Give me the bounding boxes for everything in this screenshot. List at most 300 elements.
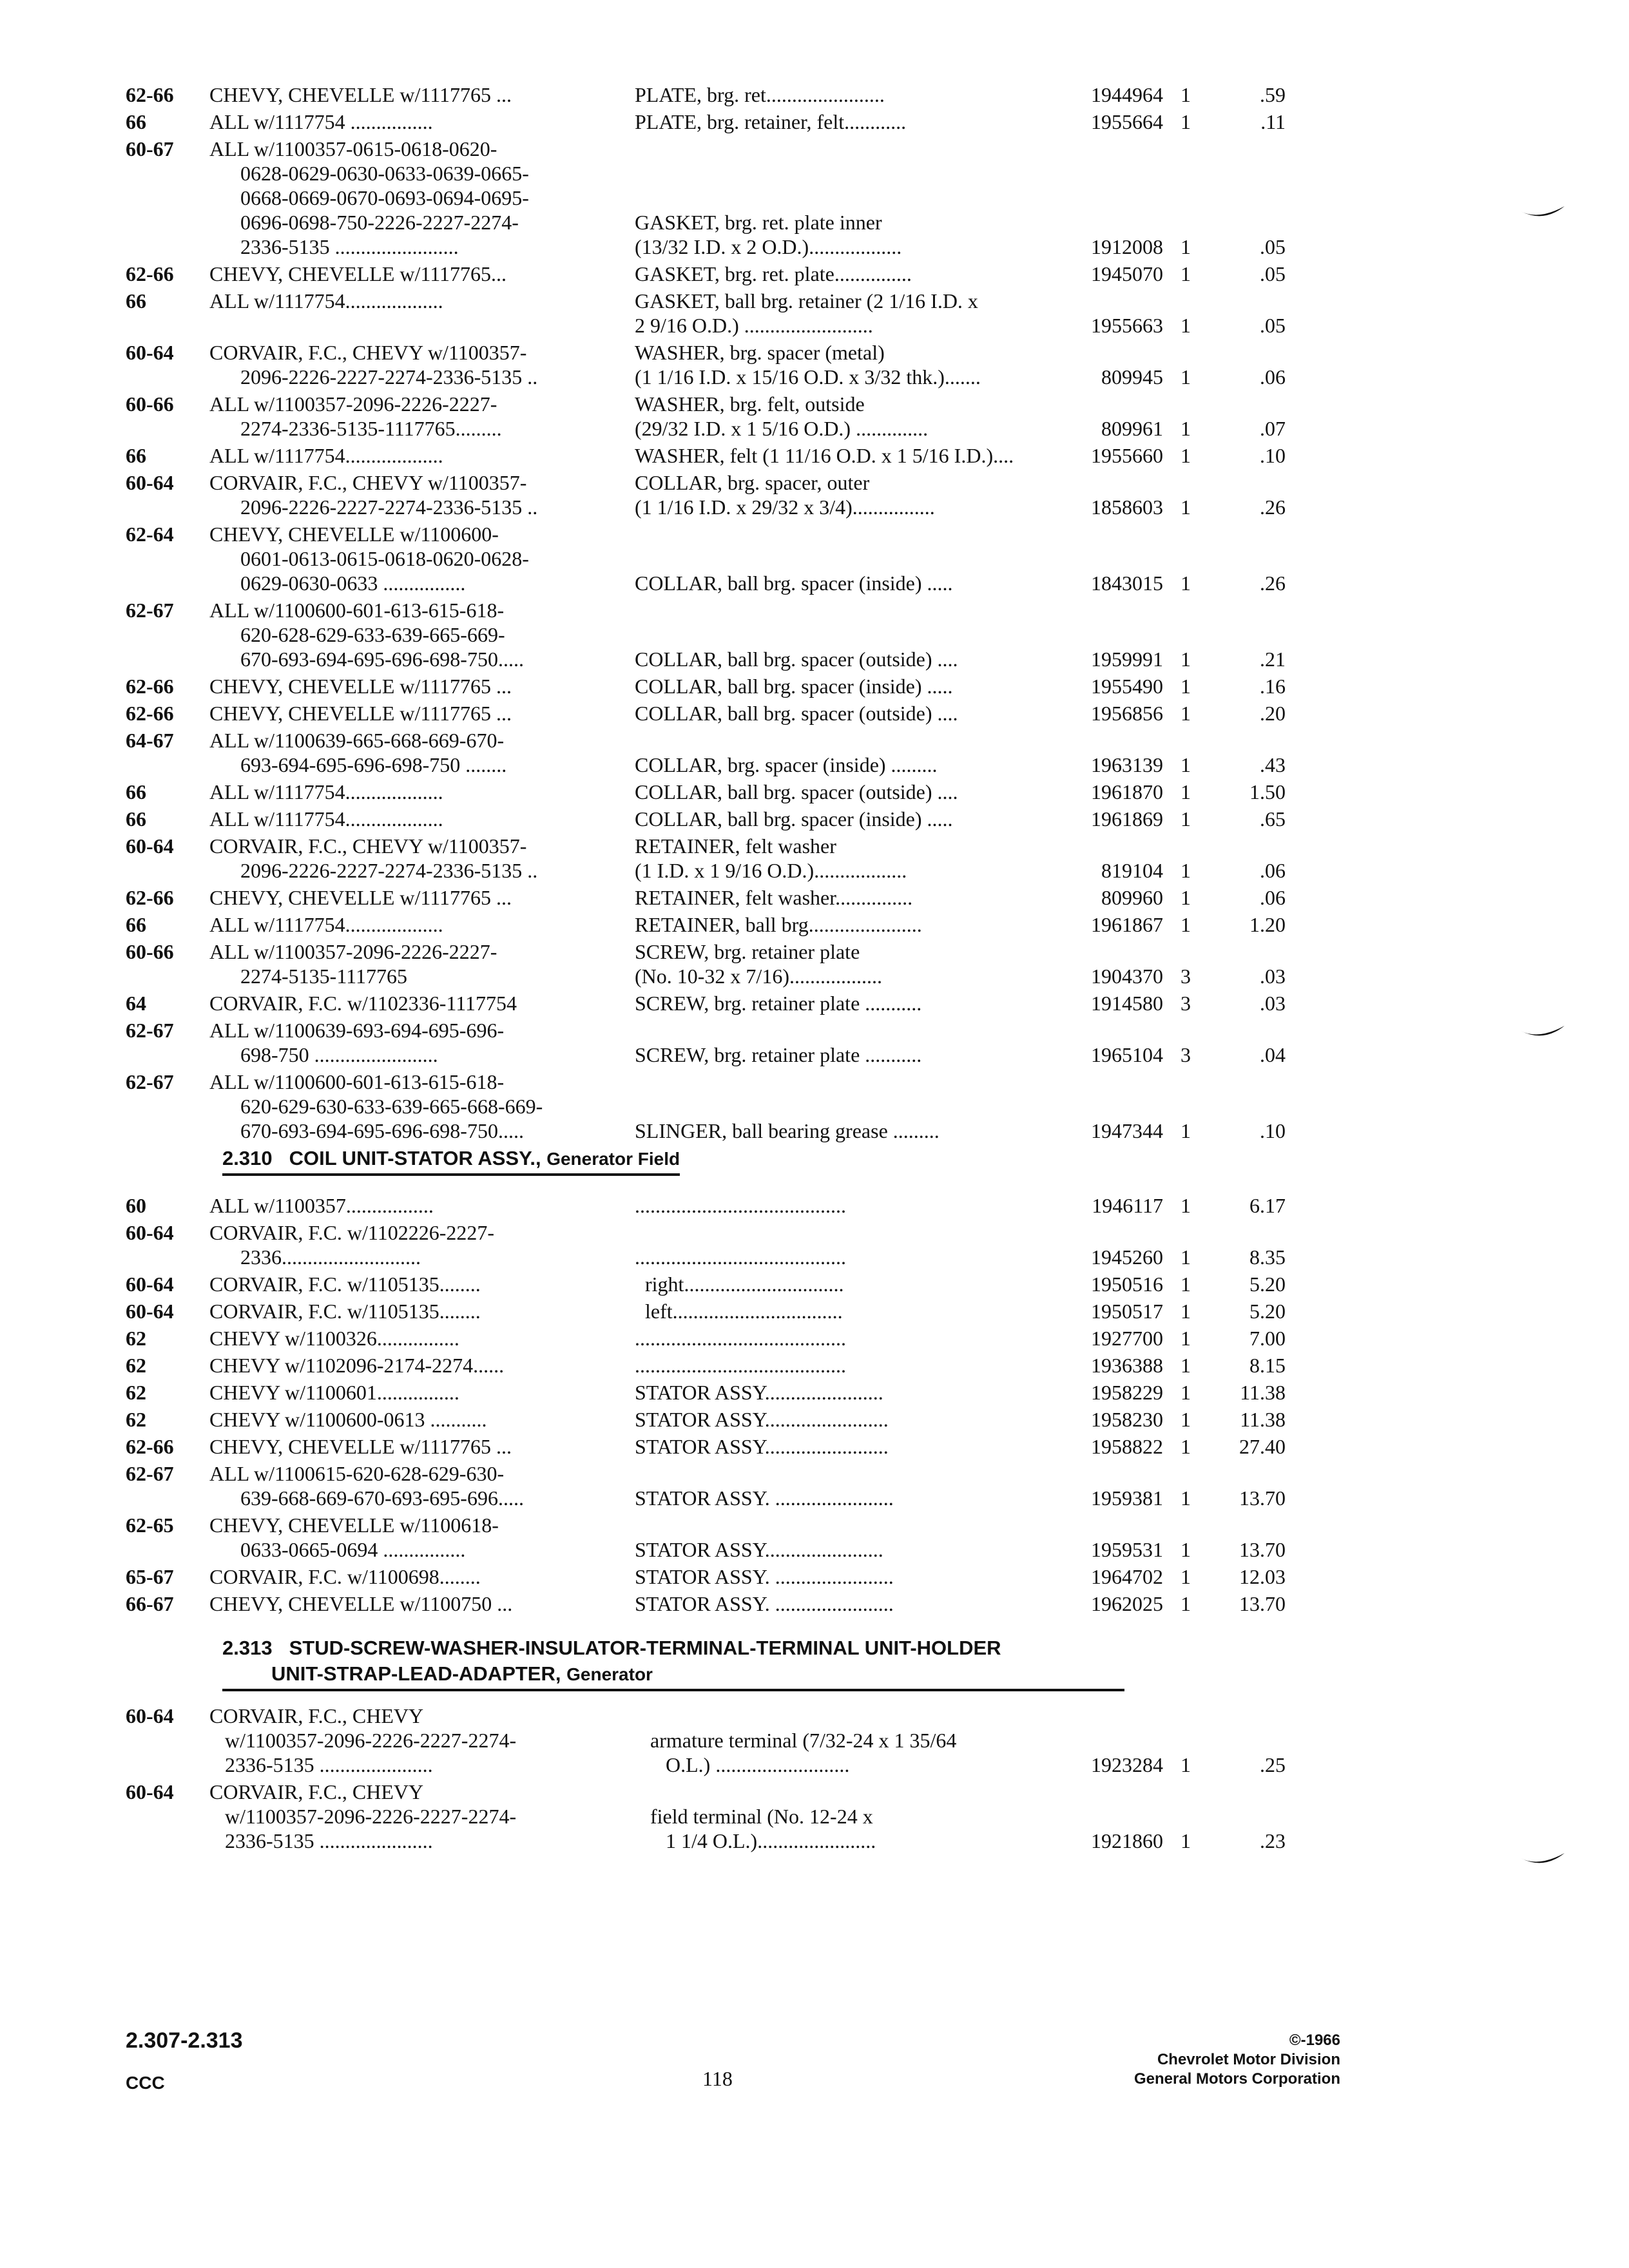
parts-table-2313 xyxy=(126,1704,1286,1856)
model-year: 62-66 xyxy=(126,83,174,106)
part-description: RETAINER, felt washer xyxy=(635,834,836,858)
list-price: 8.35 xyxy=(1249,1245,1286,1269)
model-year xyxy=(126,753,209,780)
application: CORVAIR, F.C. w/1105135........ xyxy=(209,1300,481,1323)
list-price: 11.38 xyxy=(1240,1381,1286,1404)
application: 0633-0665-0694 ................ xyxy=(209,1538,466,1561)
list-price xyxy=(1208,340,1286,365)
model-year: 60-66 xyxy=(126,940,174,963)
part-number: 1936388 xyxy=(1091,1354,1163,1377)
part-description: COLLAR, brg. spacer, outer xyxy=(635,471,870,494)
model-year: 66 xyxy=(126,913,146,936)
quantity: 1 xyxy=(1181,859,1191,882)
application: 2274-2336-5135-1117765......... xyxy=(209,417,502,440)
application: 0601-0613-0615-0618-0620-0628- xyxy=(209,547,529,570)
quantity: 1 xyxy=(1181,1381,1191,1404)
quantity: 1 xyxy=(1181,780,1191,803)
application: CHEVY, CHEVELLE w/1117765 ... xyxy=(209,675,512,698)
table-row xyxy=(126,443,1286,470)
part-number xyxy=(1060,1513,1163,1537)
application: ALL w/1117754................... xyxy=(209,780,443,803)
quantity xyxy=(1163,137,1208,161)
list-price: 27.40 xyxy=(1239,1435,1286,1458)
model-year: 60-64 xyxy=(126,1780,174,1803)
model-year: 62 xyxy=(126,1327,146,1350)
table-row xyxy=(126,546,1286,571)
part-description: 2 9/16 O.D.) ......................... xyxy=(635,314,873,337)
table-row xyxy=(126,1193,1286,1220)
list-price: .16 xyxy=(1260,675,1286,698)
part-number: 809945 xyxy=(1101,365,1163,389)
section-range: 2.307-2.313 xyxy=(126,2028,243,2053)
part-number: 1961870 xyxy=(1091,780,1163,803)
part-number: 1955663 xyxy=(1091,314,1163,337)
table-row xyxy=(126,82,1286,110)
table-row xyxy=(126,1753,1286,1780)
table-row xyxy=(126,728,1286,753)
model-year xyxy=(126,622,209,647)
page-number: 118 xyxy=(702,2067,733,2090)
part-description: (29/32 I.D. x 1 5/16 O.D.) .............. xyxy=(635,417,929,440)
application: ALL w/1117754................... xyxy=(209,913,443,936)
model-year xyxy=(126,1486,209,1513)
binder-clip-mark xyxy=(1519,1023,1566,1043)
part-description: left................................. xyxy=(635,1300,843,1323)
model-year: 62-64 xyxy=(126,523,174,546)
model-year: 60-64 xyxy=(126,834,174,858)
model-year: 62-67 xyxy=(126,1462,174,1485)
table-row xyxy=(126,912,1286,939)
part-description: COLLAR, ball brg. spacer (outside) .... xyxy=(635,780,958,803)
table-row xyxy=(126,1829,1286,1856)
model-year: 62 xyxy=(126,1354,146,1377)
application: 2336-5135 ...................... xyxy=(209,1829,433,1852)
model-year: 60-64 xyxy=(126,1300,174,1323)
part-description: O.L.) .......................... xyxy=(635,1753,850,1776)
table-row xyxy=(126,1272,1286,1299)
application: ALL w/1100600-601-613-615-618- xyxy=(209,1070,505,1093)
part-number: 1955664 xyxy=(1091,110,1163,133)
table-row xyxy=(126,807,1286,834)
part-description xyxy=(622,1704,1060,1728)
model-year: 60-64 xyxy=(126,341,174,364)
list-price xyxy=(1208,1220,1286,1245)
part-number xyxy=(1060,728,1163,753)
part-number: 1944964 xyxy=(1091,83,1163,106)
part-number xyxy=(1060,392,1163,416)
table-row xyxy=(126,1299,1286,1326)
part-number xyxy=(1060,1780,1163,1804)
part-description xyxy=(622,546,1060,571)
quantity: 1 xyxy=(1181,444,1191,467)
part-description: ......................................... xyxy=(635,1354,846,1377)
quantity: 1 xyxy=(1181,1565,1191,1588)
table-row xyxy=(126,1564,1286,1591)
list-price: .11 xyxy=(1260,110,1286,133)
list-price: .10 xyxy=(1260,444,1286,467)
quantity: 1 xyxy=(1181,262,1191,285)
table-row xyxy=(126,1407,1286,1434)
quantity xyxy=(1163,470,1208,495)
part-description: ......................................... xyxy=(635,1327,846,1350)
quantity: 1 xyxy=(1181,1435,1191,1458)
part-number: 1959381 xyxy=(1091,1486,1163,1510)
application: CHEVY, CHEVELLE w/1117765 ... xyxy=(209,886,512,909)
part-description: armature terminal (7/32-24 x 1 35/64 xyxy=(635,1729,957,1752)
list-price: .21 xyxy=(1260,648,1286,671)
list-price: 13.70 xyxy=(1239,1592,1286,1615)
part-description: PLATE, brg. ret....................... xyxy=(635,83,885,106)
application: CHEVY, CHEVELLE w/1100600- xyxy=(209,523,499,546)
quantity xyxy=(1163,522,1208,546)
quantity: 1 xyxy=(1181,1486,1191,1510)
application: CORVAIR, F.C., CHEVY w/1100357- xyxy=(209,341,527,364)
part-number: 1950516 xyxy=(1091,1273,1163,1296)
list-price: 7.00 xyxy=(1249,1327,1286,1350)
quantity xyxy=(1163,1513,1208,1537)
quantity xyxy=(1163,392,1208,416)
copyright: ©-1966 xyxy=(1289,2032,1340,2049)
list-price xyxy=(1208,1704,1286,1728)
model-year: 62-65 xyxy=(126,1514,174,1537)
table-row xyxy=(126,858,1286,885)
model-year xyxy=(126,546,209,571)
list-price: 13.70 xyxy=(1239,1486,1286,1510)
table-row xyxy=(126,210,1286,235)
table-row xyxy=(126,701,1286,728)
quantity: 1 xyxy=(1181,1538,1191,1561)
table-row xyxy=(126,1094,1286,1119)
list-price: 11.38 xyxy=(1240,1408,1286,1431)
part-description: GASKET, ball brg. retainer (2 1/16 I.D. x xyxy=(635,289,978,312)
quantity: 1 xyxy=(1181,1194,1191,1217)
part-description: COLLAR, ball brg. spacer (inside) ..... xyxy=(635,807,953,831)
quantity: 1 xyxy=(1181,1829,1191,1852)
model-year xyxy=(126,964,209,991)
application: ALL w/1117754................... xyxy=(209,289,443,312)
quantity: 1 xyxy=(1181,572,1191,595)
part-description: STATOR ASSY........................ xyxy=(635,1435,889,1458)
application: CHEVY, CHEVELLE w/1100750 ... xyxy=(209,1592,513,1615)
table-row xyxy=(126,1070,1286,1094)
table-row xyxy=(126,571,1286,598)
part-description xyxy=(622,1070,1060,1094)
quantity xyxy=(1163,1780,1208,1804)
footer-section-range xyxy=(126,2028,243,2093)
quantity xyxy=(1163,1804,1208,1829)
division: Chevrolet Motor Division xyxy=(1157,2051,1340,2068)
model-year xyxy=(126,1245,209,1272)
corporation: General Motors Corporation xyxy=(1133,2070,1340,2088)
part-number: 1904370 xyxy=(1091,965,1163,988)
part-description xyxy=(622,1513,1060,1537)
quantity: 1 xyxy=(1181,1354,1191,1377)
model-year xyxy=(126,161,209,186)
table-row xyxy=(126,1591,1286,1619)
table-row xyxy=(126,1326,1286,1353)
application: 670-693-694-695-696-698-750..... xyxy=(209,1119,524,1142)
quantity: 1 xyxy=(1181,83,1191,106)
table-row xyxy=(126,598,1286,622)
list-price xyxy=(1208,210,1286,235)
list-price xyxy=(1208,1804,1286,1829)
model-year xyxy=(126,416,209,443)
part-number xyxy=(1060,1704,1163,1728)
quantity: 1 xyxy=(1181,314,1191,337)
part-number: 1947344 xyxy=(1091,1119,1163,1142)
application: ALL w/1117754 ................ xyxy=(209,110,433,133)
application: CHEVY, CHEVELLE w/1117765 ... xyxy=(209,83,512,106)
application: 0696-0698-750-2226-2227-2274- xyxy=(209,211,519,234)
table-row xyxy=(126,1537,1286,1564)
table-row xyxy=(126,1353,1286,1380)
table-row xyxy=(126,110,1286,137)
table-row xyxy=(126,365,1286,392)
list-price: .05 xyxy=(1260,262,1286,285)
part-number: 809960 xyxy=(1101,886,1163,909)
list-price: .03 xyxy=(1260,965,1286,988)
quantity: 1 xyxy=(1181,1592,1191,1615)
list-price xyxy=(1208,1461,1286,1486)
list-price: .25 xyxy=(1260,1753,1286,1776)
part-number: 1961869 xyxy=(1091,807,1163,831)
list-price xyxy=(1208,546,1286,571)
application: w/1100357-2096-2226-2227-2274- xyxy=(209,1729,517,1752)
part-number xyxy=(1060,622,1163,647)
application: CHEVY, CHEVELLE w/1117765 ... xyxy=(209,1435,512,1458)
table-row xyxy=(126,161,1286,186)
part-number: 1843015 xyxy=(1091,572,1163,595)
table-row xyxy=(126,1461,1286,1486)
table-row xyxy=(126,780,1286,807)
table-row xyxy=(126,137,1286,161)
application: CHEVY, CHEVELLE w/1117765... xyxy=(209,262,507,285)
quantity: 1 xyxy=(1181,495,1191,519)
part-description xyxy=(622,728,1060,753)
part-number: 1965104 xyxy=(1091,1043,1163,1066)
part-number: 1945070 xyxy=(1091,262,1163,285)
application: CORVAIR, F.C. w/1105135........ xyxy=(209,1273,481,1296)
list-price xyxy=(1208,598,1286,622)
table-row xyxy=(126,1220,1286,1245)
application: 2274-5135-1117765 xyxy=(209,965,407,988)
list-price: .10 xyxy=(1260,1119,1286,1142)
list-price: .59 xyxy=(1260,83,1286,106)
list-price: .05 xyxy=(1260,235,1286,258)
model-year: 62 xyxy=(126,1381,146,1404)
table-row xyxy=(126,1780,1286,1804)
model-year: 62 xyxy=(126,1408,146,1431)
list-price xyxy=(1208,728,1286,753)
model-year xyxy=(126,1119,209,1146)
application: CHEVY w/1102096-2174-2274...... xyxy=(209,1354,505,1377)
model-year xyxy=(126,210,209,235)
part-description: WASHER, felt (1 11/16 O.D. x 1 5/16 I.D.).... xyxy=(635,444,1014,467)
list-price: .65 xyxy=(1260,807,1286,831)
model-year xyxy=(126,1537,209,1564)
table-row xyxy=(126,885,1286,912)
table-row xyxy=(126,622,1286,647)
table-row xyxy=(126,262,1286,289)
quantity xyxy=(1163,340,1208,365)
application: 0629-0630-0633 ................ xyxy=(209,572,466,595)
part-number xyxy=(1060,1728,1163,1753)
application: ALL w/1100600-601-613-615-618- xyxy=(209,599,505,622)
list-price: .03 xyxy=(1260,992,1286,1015)
part-number xyxy=(1060,186,1163,210)
table-row xyxy=(126,1486,1286,1513)
part-description: ......................................... xyxy=(635,1245,846,1269)
list-price xyxy=(1208,1018,1286,1043)
application: 639-668-669-670-693-695-696..... xyxy=(209,1486,524,1510)
list-price xyxy=(1208,1070,1286,1094)
part-description xyxy=(622,1094,1060,1119)
table-row xyxy=(126,1434,1286,1461)
quantity: 1 xyxy=(1181,110,1191,133)
model-year: 66-67 xyxy=(126,1592,174,1615)
application: 620-628-629-633-639-665-669- xyxy=(209,623,505,646)
section-subtitle: Generator xyxy=(566,1664,653,1684)
model-year xyxy=(126,647,209,674)
part-description: SCREW, brg. retainer plate ........... xyxy=(635,992,922,1015)
table-row xyxy=(126,1380,1286,1407)
quantity xyxy=(1163,939,1208,964)
part-description: STATOR ASSY. ....................... xyxy=(635,1592,894,1615)
list-price: .06 xyxy=(1260,886,1286,909)
table-row xyxy=(126,647,1286,674)
catalog-code: CCC xyxy=(126,2073,165,2093)
quantity: 1 xyxy=(1181,886,1191,909)
part-number: 1921860 xyxy=(1091,1829,1163,1852)
table-row xyxy=(126,235,1286,262)
part-description: (1 1/16 I.D. x 29/32 x 3/4)................ xyxy=(635,495,935,519)
model-year: 60 xyxy=(126,1194,146,1217)
part-number: 1914580 xyxy=(1091,992,1163,1015)
application: ALL w/1100357................. xyxy=(209,1194,434,1217)
model-year xyxy=(126,858,209,885)
table-row xyxy=(126,416,1286,443)
quantity xyxy=(1163,1018,1208,1043)
list-price: .04 xyxy=(1260,1043,1286,1066)
section-title-line2: UNIT-STRAP-LEAD-ADAPTER, xyxy=(271,1662,561,1685)
quantity xyxy=(1163,834,1208,858)
quantity xyxy=(1163,598,1208,622)
model-year: 62-66 xyxy=(126,1435,174,1458)
model-year: 62-67 xyxy=(126,1019,174,1042)
section-number: 2.310 xyxy=(222,1147,273,1169)
application: ALL w/1100357-2096-2226-2227- xyxy=(209,940,497,963)
part-description xyxy=(622,186,1060,210)
application: 620-629-630-633-639-665-668-669- xyxy=(209,1095,543,1118)
model-year xyxy=(126,365,209,392)
quantity: 3 xyxy=(1181,965,1191,988)
quantity: 1 xyxy=(1181,417,1191,440)
table-row xyxy=(126,313,1286,340)
part-number: 1946117 xyxy=(1092,1194,1163,1217)
model-year: 60-64 xyxy=(126,1221,174,1244)
model-year: 66 xyxy=(126,444,146,467)
section-title: COIL UNIT-STATOR ASSY., xyxy=(289,1147,541,1169)
model-year: 60-64 xyxy=(126,1273,174,1296)
part-number xyxy=(1060,1070,1163,1094)
part-number: 819104 xyxy=(1101,859,1163,882)
table-row xyxy=(126,753,1286,780)
quantity xyxy=(1163,1094,1208,1119)
application: w/1100357-2096-2226-2227-2274- xyxy=(209,1805,517,1828)
application: CORVAIR, F.C., CHEVY w/1100357- xyxy=(209,471,527,494)
model-year: 62-67 xyxy=(126,599,174,622)
application: 2336-5135 ........................ xyxy=(209,235,459,258)
quantity: 1 xyxy=(1181,753,1191,776)
quantity: 1 xyxy=(1181,1753,1191,1776)
part-number xyxy=(1060,1461,1163,1486)
model-year: 60-64 xyxy=(126,1704,174,1727)
section-number: 2.313 xyxy=(222,1637,273,1659)
part-number: 1958822 xyxy=(1091,1435,1163,1458)
model-year: 66 xyxy=(126,807,146,831)
model-year: 60-67 xyxy=(126,137,174,160)
part-description xyxy=(622,522,1060,546)
part-number xyxy=(1060,137,1163,161)
list-price xyxy=(1208,1094,1286,1119)
part-description: SCREW, brg. retainer plate ........... xyxy=(635,1043,922,1066)
application: CORVAIR, F.C. w/1100698........ xyxy=(209,1565,481,1588)
part-description: field terminal (No. 12-24 x xyxy=(635,1805,873,1828)
quantity xyxy=(1163,1728,1208,1753)
part-number: 1958229 xyxy=(1091,1381,1163,1404)
model-year: 66 xyxy=(126,110,146,133)
model-year: 66 xyxy=(126,780,146,803)
application: 2336........................... xyxy=(209,1245,421,1269)
quantity xyxy=(1163,728,1208,753)
list-price: 1.20 xyxy=(1249,913,1286,936)
quantity: 1 xyxy=(1181,648,1191,671)
part-description: SCREW, brg. retainer plate xyxy=(635,940,860,963)
part-number: 1955660 xyxy=(1091,444,1163,467)
application: ALL w/1100639-693-694-695-696- xyxy=(209,1019,505,1042)
table-row xyxy=(126,1018,1286,1043)
application: ALL w/1100639-665-668-669-670- xyxy=(209,729,505,752)
part-number: 1961867 xyxy=(1091,913,1163,936)
table-row xyxy=(126,495,1286,522)
application: CHEVY, CHEVELLE w/1117765 ... xyxy=(209,702,512,725)
table-row xyxy=(126,470,1286,495)
model-year: 62-67 xyxy=(126,1070,174,1093)
part-description: (No. 10-32 x 7/16).................. xyxy=(635,965,882,988)
application: 2336-5135 ...................... xyxy=(209,1753,433,1776)
model-year xyxy=(126,1753,209,1780)
part-description: 1 1/4 O.L.)....................... xyxy=(635,1829,876,1852)
table-row xyxy=(126,1728,1286,1753)
part-description: GASKET, brg. ret. plate inner xyxy=(635,211,882,234)
application: CORVAIR, F.C. w/1102336-1117754 xyxy=(209,992,517,1015)
quantity xyxy=(1163,289,1208,313)
part-number xyxy=(1060,470,1163,495)
table-row xyxy=(126,939,1286,964)
list-price: .20 xyxy=(1260,702,1286,725)
list-price: 13.70 xyxy=(1239,1538,1286,1561)
part-number xyxy=(1060,598,1163,622)
section-heading-2313 xyxy=(222,1635,1124,1691)
part-number xyxy=(1060,340,1163,365)
application: CORVAIR, F.C., CHEVY xyxy=(209,1704,424,1727)
part-number xyxy=(1060,834,1163,858)
model-year xyxy=(126,1728,209,1753)
part-number: 1962025 xyxy=(1091,1592,1163,1615)
quantity: 1 xyxy=(1181,913,1191,936)
quantity: 1 xyxy=(1181,1273,1191,1296)
application: CORVAIR, F.C., CHEVY w/1100357- xyxy=(209,834,527,858)
